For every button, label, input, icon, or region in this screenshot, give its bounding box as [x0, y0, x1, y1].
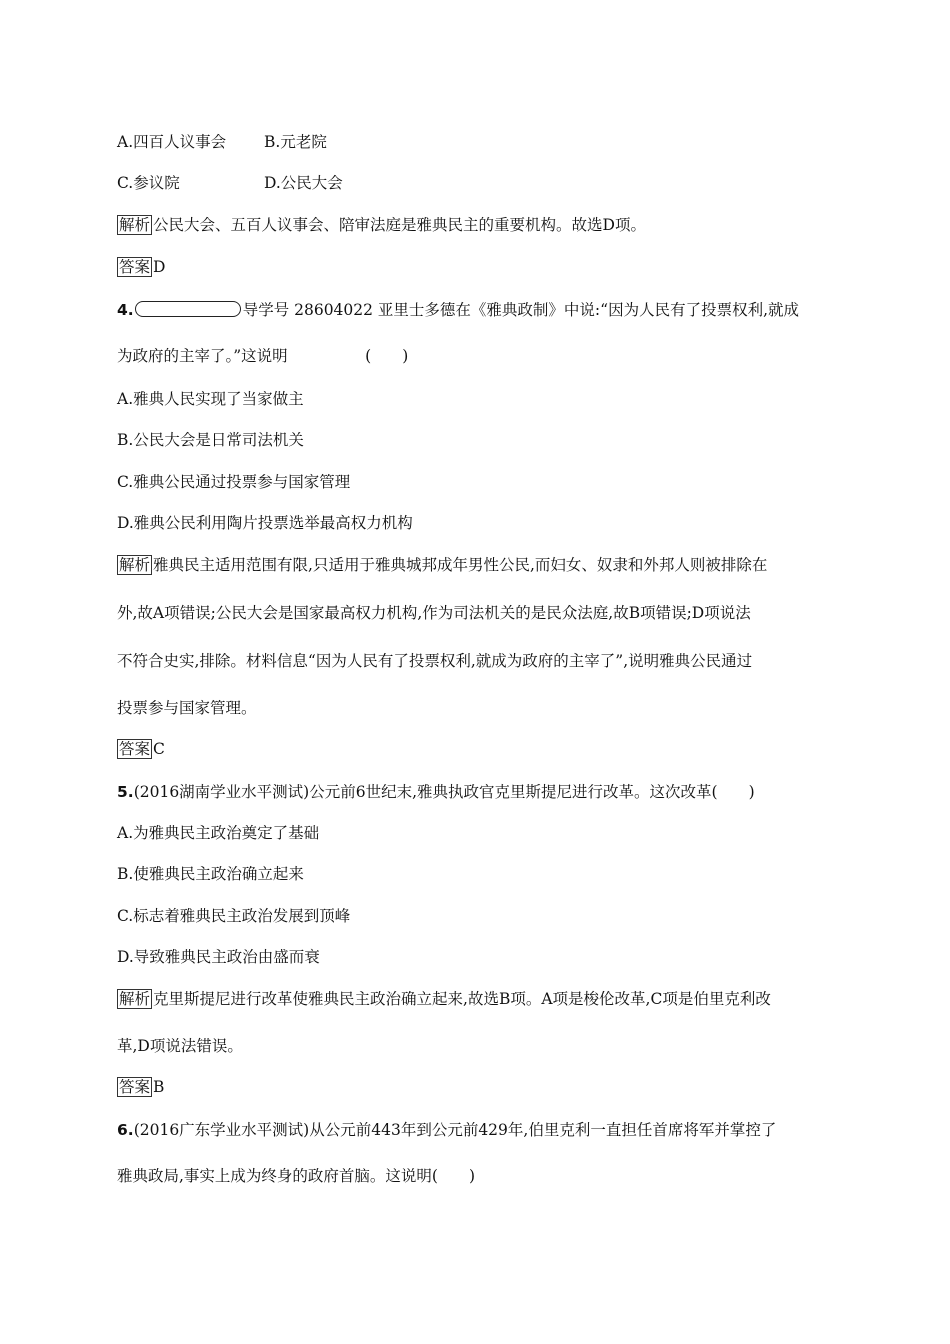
- q4-option-c: C.雅典公民通过投票参与国家管理: [117, 473, 351, 491]
- q4-analysis-line-3: 不符合史实,排除。材料信息“因为人民有了投票权利,就成为政府的主宰了”,说明雅典公民通过: [117, 652, 753, 670]
- q3-answer-value: D: [153, 258, 166, 276]
- q4-option-b: B.公民大会是日常司法机关: [117, 431, 304, 449]
- guide-number-badge: [135, 301, 241, 317]
- q6-number: 6.: [117, 1121, 134, 1139]
- q5-option-d: D.导致雅典民主政治由盛而衰: [117, 948, 320, 966]
- q3-option-d: D.公民大会: [264, 174, 343, 192]
- q4-stem-text-1: 导学号 28604022 亚里士多德在《雅典政制》中说:“因为人民有了投票权利,就成: [242, 301, 800, 319]
- q3-option-a: A.四百人议事会: [117, 133, 227, 151]
- q3-option-b: B.元老院: [264, 133, 327, 151]
- q5-number: 5.: [117, 783, 134, 801]
- answer-tag: 答案: [119, 258, 151, 276]
- q5-analysis-line-2: 革,D项说法错误。: [117, 1037, 243, 1055]
- q5-answer: [117, 1077, 164, 1097]
- q4-stem-line-1: [117, 300, 799, 320]
- q5-option-c: C.标志着雅典民主政治发展到顶峰: [117, 907, 351, 925]
- q4-analysis-text-1: 雅典民主适用范围有限,只适用于雅典城邦成年男性公民,而妇女、奴隶和外邦人则被排除在: [153, 556, 768, 574]
- q4-stem-line-2: 为政府的主宰了。”这说明 ( ): [117, 347, 409, 365]
- q4-analysis-line-4: 投票参与国家管理。: [117, 699, 257, 717]
- q5-analysis-text-1: 克里斯提尼进行改革使雅典民主政治确立起来,故选B项。A项是梭伦改革,C项是伯里克利改: [153, 990, 771, 1008]
- q4-analysis-line-2: 外,故A项错误;公民大会是国家最高权力机构,作为司法机关的是民众法庭,故B项错误;D项说法: [117, 604, 751, 622]
- q3-analysis-text: 公民大会、五百人议事会、陪审法庭是雅典民主的重要机构。故选D项。: [153, 216, 646, 234]
- q3-answer: [117, 257, 165, 277]
- q4-analysis-line-1: [117, 555, 767, 575]
- q4-number: 4.: [117, 301, 134, 319]
- q6-stem-line-1: [117, 1120, 776, 1140]
- q4-answer-value: C: [153, 740, 165, 758]
- answer-tag: 答案: [119, 740, 151, 758]
- q5-answer-value: B: [153, 1078, 165, 1096]
- q3-analysis: [117, 215, 646, 235]
- q5-analysis-line-1: [117, 989, 771, 1009]
- q5-stem-text: (2016湖南学业水平测试)公元前6世纪末,雅典执政官克里斯提尼进行改革。这次改革( ): [133, 783, 755, 801]
- analysis-tag: 解析: [119, 990, 151, 1008]
- q5-stem: [117, 782, 755, 802]
- q6-stem-line-2: 雅典政局,事实上成为终身的政府首脑。这说明( ): [117, 1167, 476, 1185]
- q5-option-a: A.为雅典民主政治奠定了基础: [117, 824, 320, 842]
- q5-option-b: B.使雅典民主政治确立起来: [117, 865, 304, 883]
- q4-option-d: D.雅典公民利用陶片投票选举最高权力机构: [117, 514, 413, 532]
- q6-stem-text-1: (2016广东学业水平测试)从公元前443年到公元前429年,伯里克利一直担任首席将军并掌控了: [133, 1121, 777, 1139]
- q3-option-c: C.参议院: [117, 174, 180, 192]
- q4-answer: [117, 739, 165, 759]
- answer-tag: 答案: [119, 1078, 151, 1096]
- analysis-tag: 解析: [119, 216, 151, 234]
- q4-option-a: A.雅典人民实现了当家做主: [117, 390, 304, 408]
- analysis-tag: 解析: [119, 556, 151, 574]
